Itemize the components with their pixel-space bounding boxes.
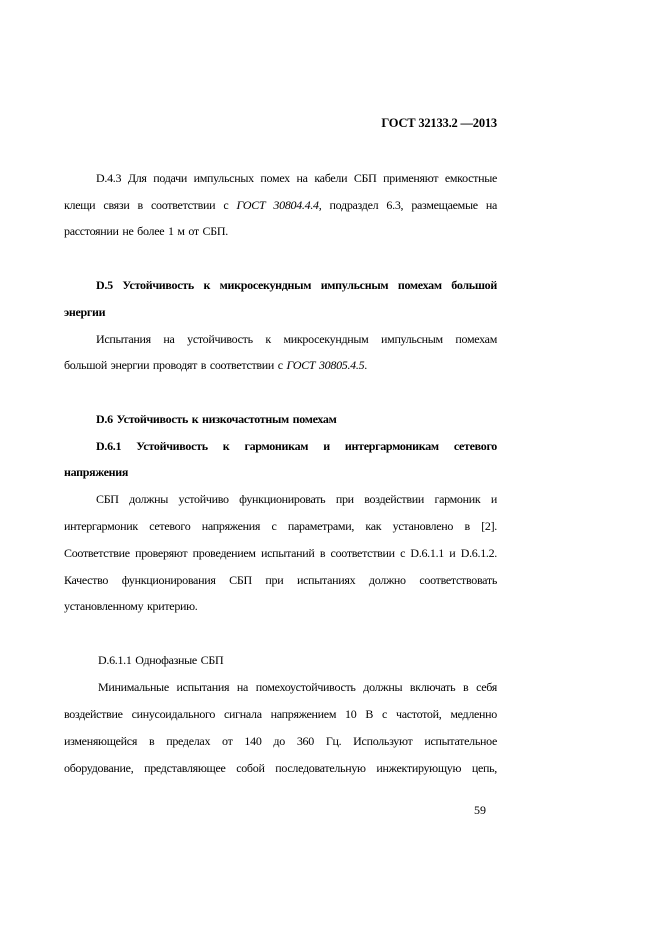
d61-heading-line-1: D.6.1 Устойчивость к гармоникам и интергармоникам сетевого: [96, 439, 497, 453]
d61-para-line-1: СБП должны устойчиво функционировать при воздействии гармоник и: [96, 492, 497, 506]
d5-heading-line-1: D.5 Устойчивость к микросекундным импульсным помехам большой: [96, 278, 497, 292]
d43-line-3: расстоянии не более 1 м от СБП.: [64, 224, 228, 238]
d61-para-line-2: интергармоник сетевого напряжения с параметрами, как установлено в [2].: [64, 519, 497, 533]
d5-para-line-2-text-a: большой энергии проводят в соответствии с: [64, 358, 287, 372]
d611-para-line-4: оборудование, представляющее собой последовательную инжектирующую цепь,: [64, 761, 497, 775]
d611-para-line-2: воздействие синусоидального сигнала напряжением 10 В с частотой, медленно: [64, 707, 497, 721]
d611-para-line-3: изменяющейся в пределах от 140 до 360 Гц. Используют испытательное: [64, 734, 497, 748]
d611-para-line-1: Минимальные испытания на помехоустойчивость должны включать в себя: [98, 680, 497, 694]
d43-line-2-text-a: клещи связи в соответствии с: [64, 198, 237, 212]
d5-para-line-2-text-b: .: [364, 358, 367, 372]
d5-gost-reference: ГОСТ 30805.4.5: [286, 358, 365, 372]
d5-para-line-2: [64, 357, 497, 373]
d5-para-line-1: Испытания на устойчивость к микросекундным импульсным помехам: [96, 332, 497, 346]
d61-para-line-4: Качество функционирования СБП при испытаниях должно соответствовать: [64, 573, 497, 587]
d61-para-line-3: Соответствие проверяют проведением испытаний в соответствии с D.6.1.1 и D.6.1.2.: [64, 546, 497, 560]
d61-para-line-5: установленному критерию.: [64, 599, 198, 613]
d43-line-1: D.4.3 Для подачи импульсных помех на кабели СБП применяют емкостные: [96, 171, 497, 185]
document-header: ГОСТ 32133.2 —2013: [381, 116, 497, 130]
d611-heading: D.6.1.1 Однофазные СБП: [98, 653, 224, 667]
d43-line-2-text-b: подраздел 6.3, размещаемые на: [321, 198, 497, 212]
d61-heading-line-2: напряжения: [64, 465, 129, 479]
d43-gost-reference: ГОСТ 30804.4.4,: [236, 198, 322, 212]
d6-heading: D.6 Устойчивость к низкочастотным помехам: [96, 412, 337, 426]
page-number: 59: [474, 803, 486, 817]
d5-heading-line-2: энергии: [64, 305, 106, 319]
d43-line-2: [64, 197, 497, 213]
